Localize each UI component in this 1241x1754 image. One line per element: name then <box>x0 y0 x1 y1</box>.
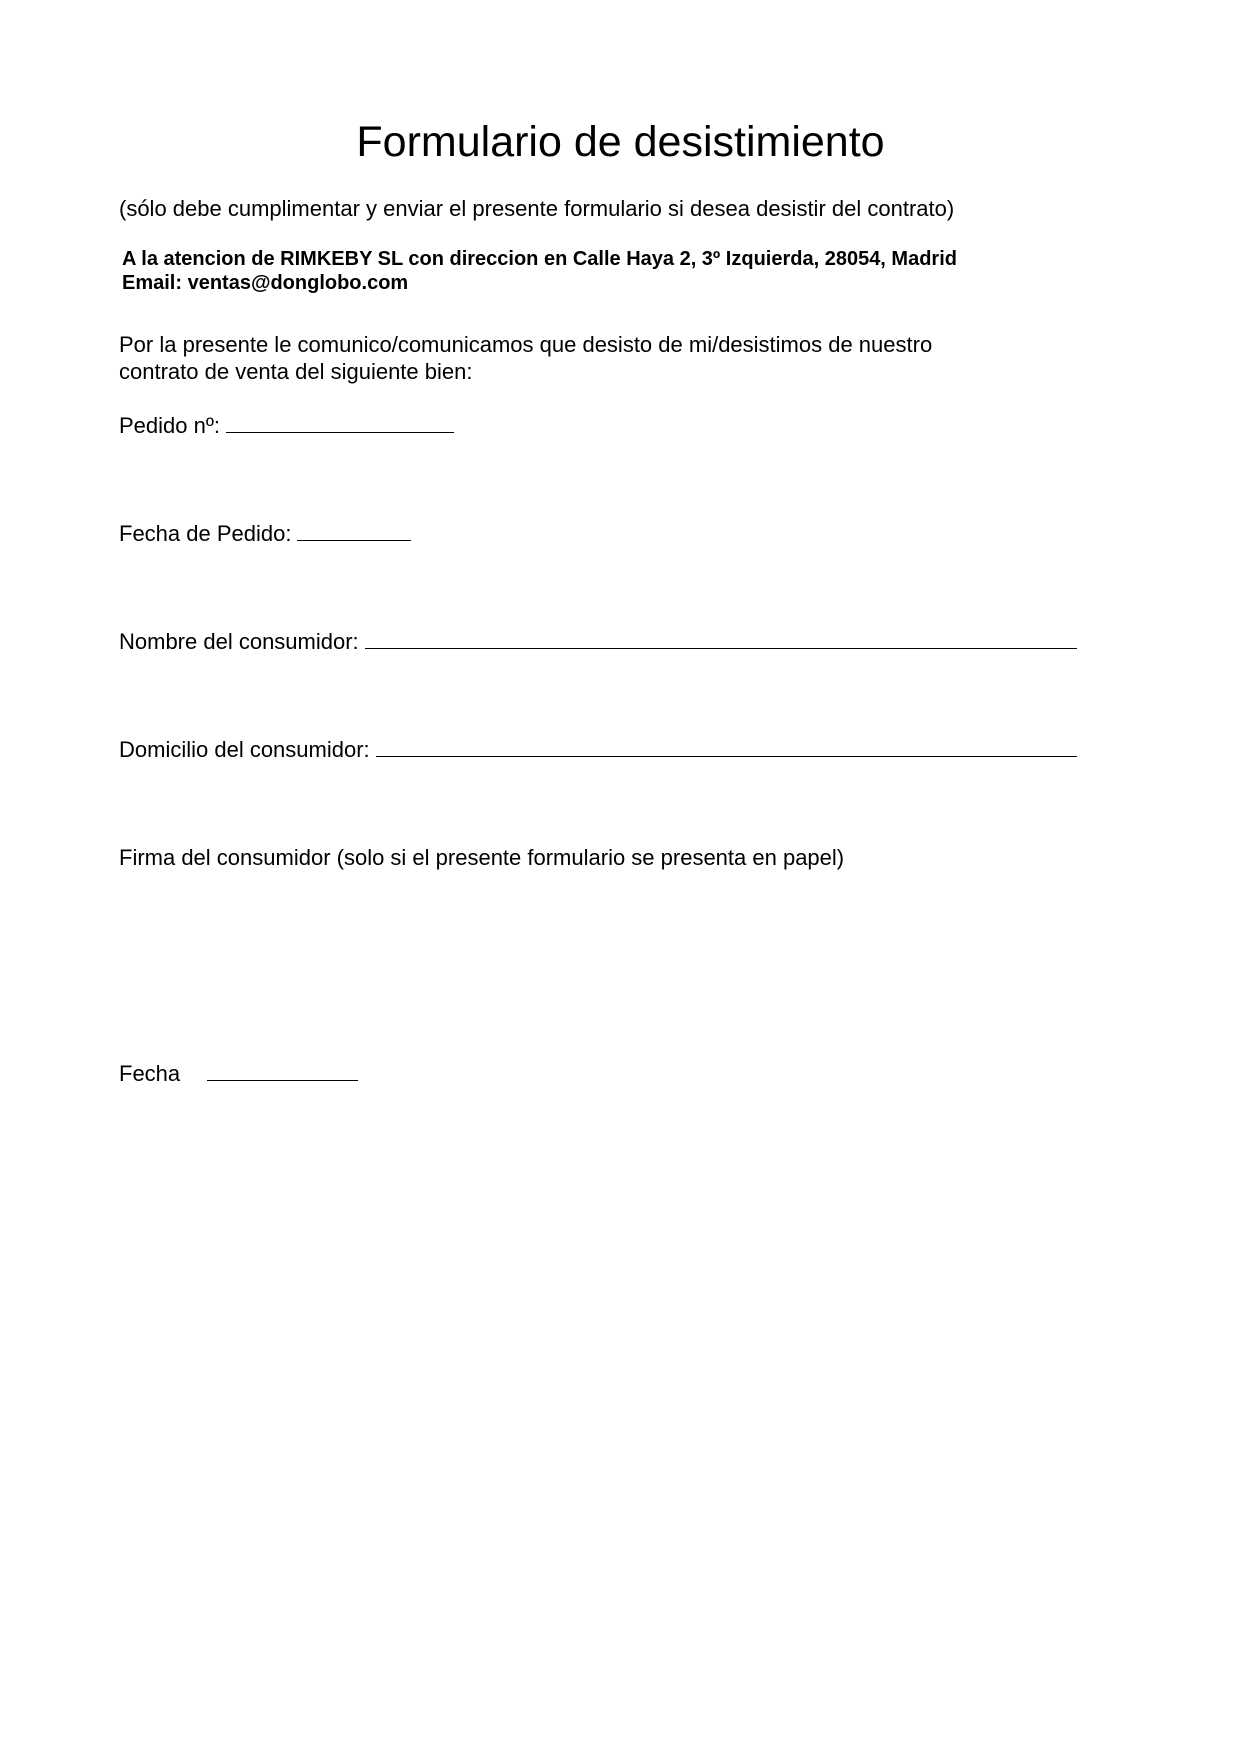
consumer-name-field <box>119 629 1077 655</box>
consumer-name-blank-line <box>365 630 1077 649</box>
recipient-email-line: Email: ventas@donglobo.com <box>122 272 409 294</box>
date-blank-line <box>207 1062 358 1081</box>
consumer-address-field <box>119 737 1077 763</box>
recipient-address-line: A la atencion de RIMKEBY SL con direccion en Calle Haya 2, 3º Izquierda, 28054, Madrid <box>122 248 957 270</box>
consumer-address-label: Domicilio del consumidor: <box>119 737 370 762</box>
statement-line-1: Por la presente le comunico/comunicamos que desisto de mi/desistimos de nuestro <box>119 332 933 357</box>
order-date-label: Fecha de Pedido: <box>119 521 292 546</box>
consumer-name-label: Nombre del consumidor: <box>119 629 359 654</box>
order-number-field <box>119 413 454 439</box>
instructions-text: (sólo debe cumplimentar y enviar el presente formulario si desea desistir del contrato) <box>119 196 955 221</box>
consumer-signature-field <box>119 845 844 871</box>
date-field <box>119 1061 358 1087</box>
order-date-field <box>119 521 411 547</box>
date-label: Fecha <box>119 1061 181 1086</box>
page-title: Formulario de desistimiento <box>356 118 885 166</box>
statement-line-2: contrato de venta del siguiente bien: <box>119 359 473 384</box>
order-date-blank-line <box>297 522 411 541</box>
consumer-signature-label: Firma del consumidor (solo si el presente formulario se presenta en papel) <box>119 845 845 870</box>
recipient-address-block <box>122 247 957 295</box>
consumer-address-blank-line <box>376 738 1077 757</box>
order-number-label: Pedido nº: <box>119 413 220 438</box>
withdrawal-statement <box>119 331 932 385</box>
order-number-blank-line <box>226 414 454 433</box>
